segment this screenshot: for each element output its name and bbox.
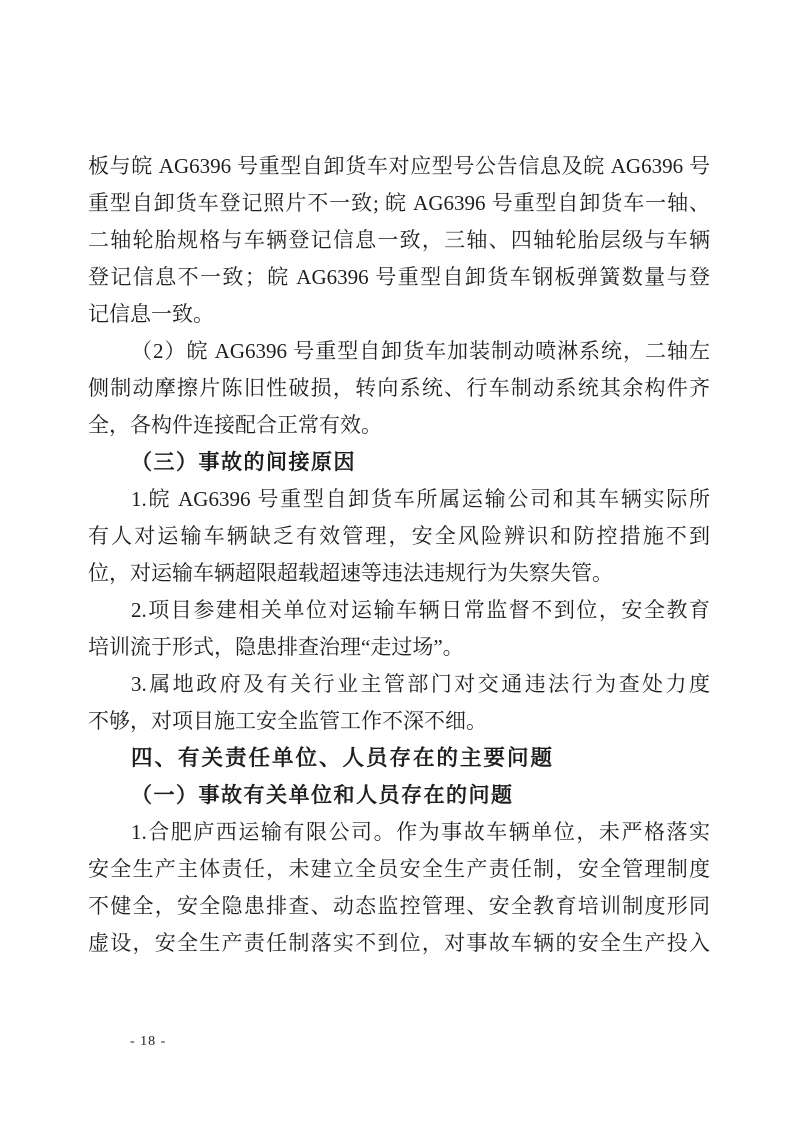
paragraph: [88, 814, 710, 962]
text-line: 全，各构件连接配合正常有效。: [88, 413, 382, 437]
text-line: 培训流于形式，隐患排查治理“走过场”。: [88, 635, 464, 659]
text-line: 虚设，安全生产责任制落实不到位，对事故车辆的安全生产投入: [88, 931, 710, 955]
text-line: 侧制动摩擦片陈旧性破损，转向系统、行车制动系统其余构件齐: [88, 376, 710, 400]
page-number: - 18 -: [130, 1034, 167, 1049]
paragraph: [88, 333, 710, 444]
section-heading: [88, 444, 710, 481]
section-heading: [88, 777, 710, 814]
text-line: 1.皖 AG6396 号重型自卸货车所属运输公司和其车辆实际所: [131, 487, 710, 511]
text-line: 不健全，安全隐患排查、动态监控管理、安全教育培训制度形同: [88, 894, 710, 918]
heading-line: （三）事故的间接原因: [131, 450, 356, 474]
text-line: 不够，对项目施工安全监管工作不深不细。: [88, 709, 487, 733]
text-line: 位，对运输车辆超限超载超速等违法违规行为失察失管。: [88, 561, 613, 585]
text-line: 记信息一致。: [88, 302, 214, 326]
text-line: 板与皖 AG6396 号重型自卸货车对应型号公告信息及皖 AG6396 号: [88, 154, 710, 178]
paragraph: [88, 148, 710, 333]
text-line: 2.项目参建相关单位对运输车辆日常监督不到位，安全教育: [131, 598, 710, 622]
text-line: 安全生产主体责任，未建立全员安全生产责任制，安全管理制度: [88, 857, 710, 881]
section-heading: [88, 740, 710, 777]
text-line: 重型自卸货车登记照片不一致; 皖 AG6396 号重型自卸货车一轴、: [88, 191, 710, 215]
text-line: 1.合肥庐西运输有限公司。作为事故车辆单位，未严格落实: [131, 820, 710, 844]
paragraph: [88, 481, 710, 592]
text-line: 有人对运输车辆缺乏有效管理，安全风险辨识和防控措施不到: [88, 524, 710, 548]
document-body: [88, 148, 710, 962]
text-line: （2）皖 AG6396 号重型自卸货车加装制动喷淋系统，二轴左: [131, 339, 710, 363]
heading-line: （一）事故有关单位和人员存在的问题: [131, 783, 514, 807]
paragraph: [88, 666, 710, 740]
text-line: 登记信息不一致；皖 AG6396 号重型自卸货车钢板弹簧数量与登: [88, 265, 710, 289]
paragraph: [88, 592, 710, 666]
text-line: 二轴轮胎规格与车辆登记信息一致，三轴、四轴轮胎层级与车辆: [88, 228, 710, 252]
heading-line: 四、有关责任单位、人员存在的主要问题: [131, 746, 555, 770]
text-line: 3.属地政府及有关行业主管部门对交通违法行为查处力度: [131, 672, 710, 696]
